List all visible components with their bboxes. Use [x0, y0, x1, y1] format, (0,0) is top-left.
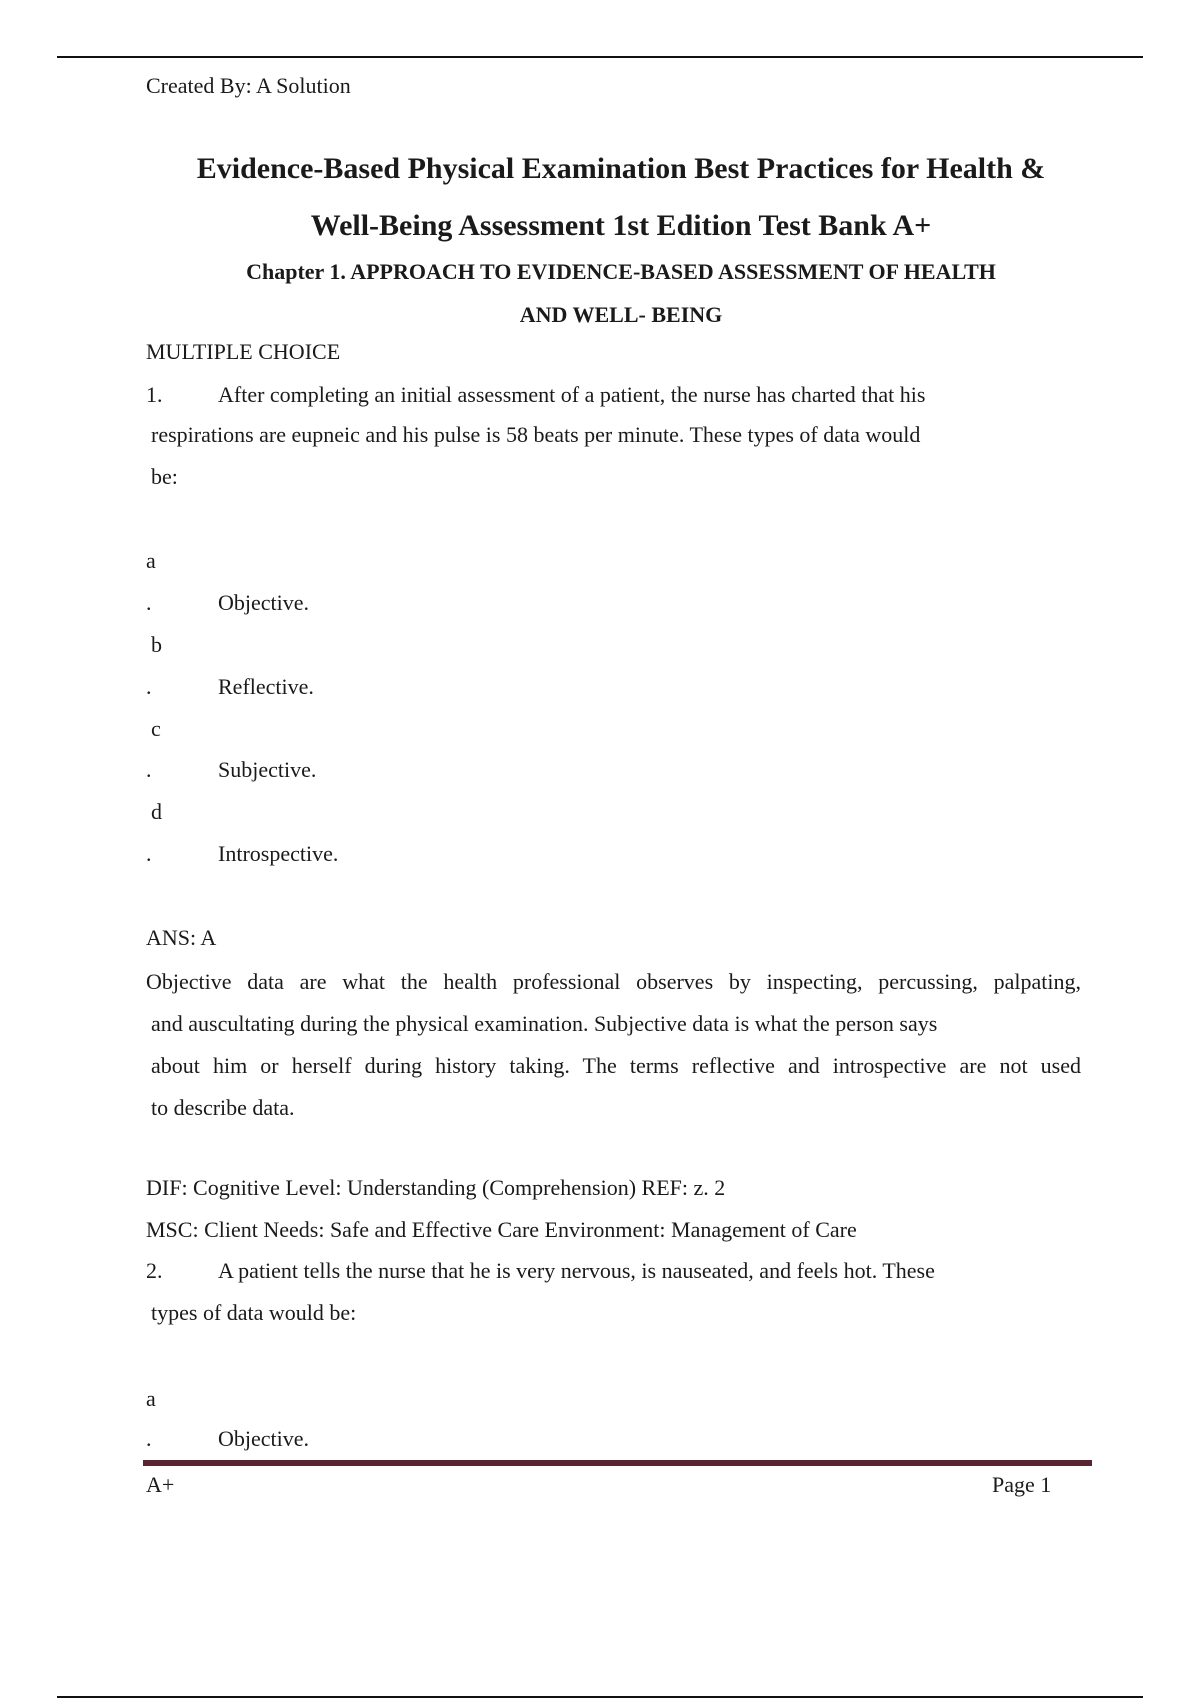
- top-rule: [57, 56, 1143, 58]
- msc-1: MSC: Client Needs: Safe and Effective Care Environment: Management of Care: [146, 1217, 857, 1242]
- footer-left-text: A+: [146, 1472, 175, 1497]
- option-2a-text: Objective.: [218, 1426, 310, 1451]
- footer-rule: [143, 1460, 1092, 1466]
- created-by-text: Created By: A Solution: [146, 73, 351, 98]
- option-1b-text: Reflective.: [218, 674, 314, 699]
- option-1b-letter: b: [151, 632, 162, 657]
- option-1d-text: Introspective.: [218, 841, 339, 866]
- option-1a-dot: .: [146, 590, 152, 615]
- option-1d-dot: .: [146, 841, 152, 866]
- rationale-1-line-2: and auscultating during the physical examination. Subjective data is what the person says: [151, 1011, 938, 1036]
- question-2-line-1: A patient tells the nurse that he is very nervous, is nauseated, and feels hot. These: [218, 1258, 935, 1283]
- document-title-line-1: Evidence-Based Physical Examination Best Practices for Health &: [196, 152, 1046, 185]
- document-title-line-2: Well-Being Assessment 1st Edition Test Bank A+: [310, 209, 932, 242]
- page-number: Page 1: [992, 1472, 1052, 1497]
- rationale-1-line-4: to describe data.: [151, 1095, 295, 1120]
- chapter-title-line-1: Chapter 1. APPROACH TO EVIDENCE-BASED ASSESSMENT OF HEALTH: [246, 259, 996, 284]
- difficulty-1: DIF: Cognitive Level: Understanding (Comprehension) REF: z. 2: [146, 1175, 726, 1200]
- option-1a-text: Objective.: [218, 590, 310, 615]
- option-2a-dot: .: [146, 1426, 152, 1451]
- document-title: [146, 140, 1096, 254]
- question-2-number: 2.: [146, 1258, 163, 1283]
- rationale-1-line-1: Objective data are what the health professional observes by inspecting, percussing, palpating,: [146, 969, 1081, 994]
- question-1-line-2: respirations are eupneic and his pulse is 58 beats per minute. These types of data would: [151, 422, 921, 447]
- chapter-title-line-2: AND WELL- BEING: [519, 302, 723, 327]
- option-1c-dot: .: [146, 757, 152, 782]
- option-1a-letter: a: [146, 548, 156, 573]
- option-1c-letter: c: [151, 716, 161, 741]
- question-1-line-1: After completing an initial assessment of a patient, the nurse has charted that his: [218, 382, 926, 407]
- option-1c-text: Subjective.: [218, 757, 317, 782]
- bottom-rule: [57, 1696, 1143, 1698]
- question-1-line-3: be:: [151, 464, 178, 489]
- rationale-1-line-3: about him or herself during history taking. The terms reflective and introspective are not used: [151, 1053, 1081, 1078]
- question-2-line-2: types of data would be:: [151, 1300, 357, 1325]
- option-2a-letter: a: [146, 1386, 156, 1411]
- option-1d-letter: d: [151, 799, 162, 824]
- option-1b-dot: .: [146, 674, 152, 699]
- answer-1: ANS: A: [146, 925, 217, 950]
- rationale-1: [146, 961, 1081, 1129]
- chapter-title: [146, 250, 1096, 336]
- section-label: MULTIPLE CHOICE: [146, 339, 341, 364]
- question-1-number: 1.: [146, 382, 163, 407]
